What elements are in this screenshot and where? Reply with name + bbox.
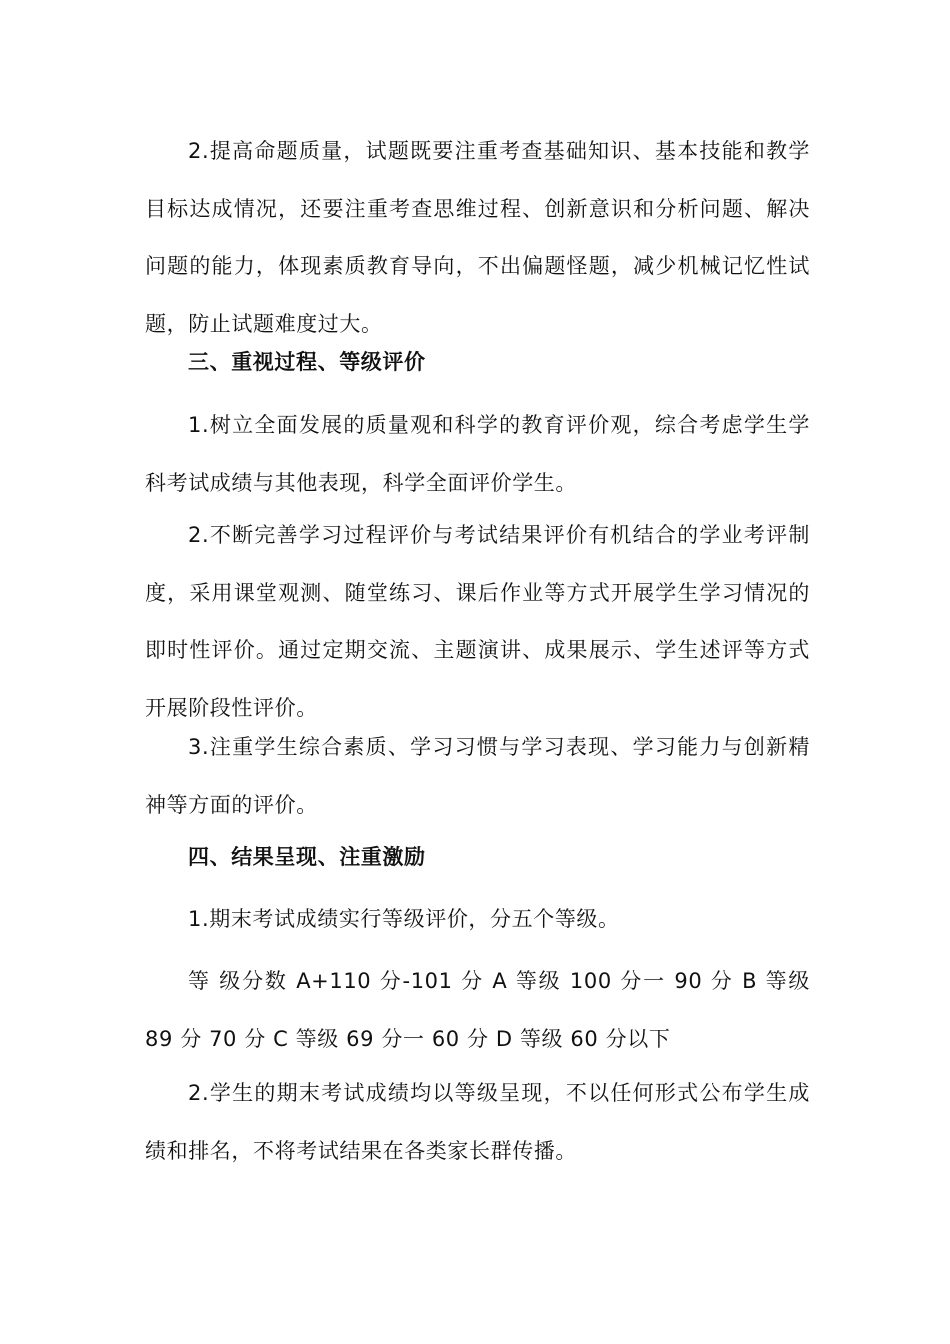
- paragraph-grade-levels: 1.期末考试成绩实行等级评价，分五个等级。: [188, 907, 620, 931]
- paragraph-grade-score-ranges: 等 级分数 A+110 分-101 分 A 等级 100 分一 90 分 B 等级 89 分 70 分 C 等级 69 分一 60 分 D 等级 60 分以下: [145, 969, 810, 1051]
- paragraph-quality-view: 1.树立全面发展的质量观和科学的教育评价观，综合考虑学生学科考试成绩与其他表现，科学全面评价学生。: [145, 413, 810, 495]
- paragraph-exam-quality: 2.提高命题质量，试题既要注重考查基础知识、基本技能和教学目标达成情况，还要注重考查思维过程、创新意识和分析问题、解决问题的能力，体现素质教育导向，不出偏题怪题，减少机械记忆性试题，防止试题难度过大。: [145, 139, 810, 336]
- section-heading-process-evaluation: 三、重视过程、等级评价: [188, 350, 426, 374]
- paragraph-process-evaluation-system: 2.不断完善学习过程评价与考试结果评价有机结合的学业考评制度，采用课堂观测、随堂练习、课后作业等方式开展学生学习情况的即时性评价。通过定期交流、主题演讲、成果展示、学生述评等方式开展阶段性评价。: [145, 523, 810, 720]
- paragraph-grade-presentation: 2.学生的期末考试成绩均以等级呈现，不以任何形式公布学生成绩和排名，不将考试结果在各类家长群传播。: [145, 1081, 810, 1163]
- paragraph-comprehensive-quality: 3.注重学生综合素质、学习习惯与学习表现、学习能力与创新精神等方面的评价。: [145, 735, 810, 817]
- section-heading-results-presentation: 四、结果呈现、注重激励: [188, 845, 426, 869]
